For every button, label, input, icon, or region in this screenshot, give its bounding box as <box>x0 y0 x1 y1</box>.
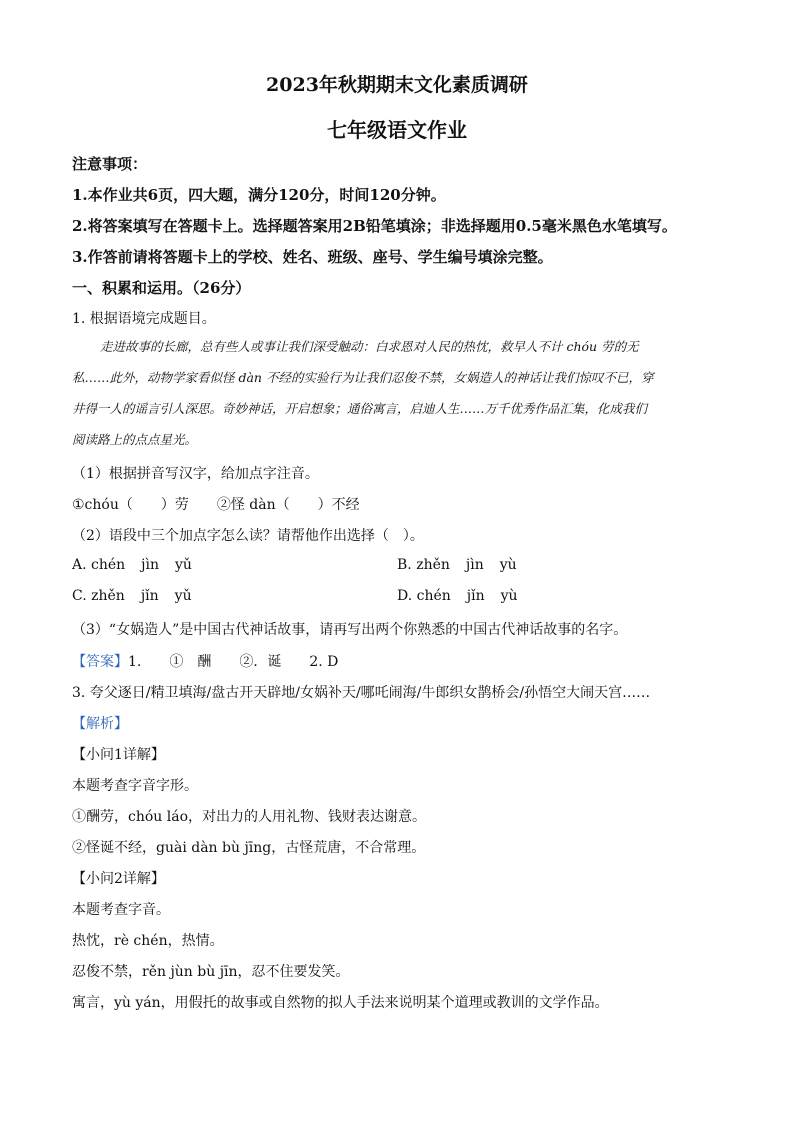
sub-question-1: （1）根据拼音写汉字，给加点字注音。 <box>72 466 319 482</box>
option-a-1: A. chén <box>72 557 126 573</box>
passage-line: 阅读路上的点点星光。 <box>72 432 198 447</box>
section-heading: 一、积累和运用。（26分） <box>72 279 251 297</box>
note-item-1: 1.本作业共6页，四大题，满分120分，时间120分钟。 <box>72 186 446 204</box>
option-d-3: yù <box>500 588 518 604</box>
option-a-3: yǔ <box>175 557 192 573</box>
analysis-text: 本题考查字音字形。 <box>72 778 198 794</box>
option-a-2: jìn <box>141 557 160 573</box>
option-b-1: B. zhěn <box>397 557 450 573</box>
option-d-2: jǐn <box>466 588 485 604</box>
answer-line-1: 1. ① 酬 ②．诞 2. D <box>128 654 339 670</box>
answer-line-2: 3. 夸父逐日/精卫填海/盘古开天辟地/女娲补天/哪吒闹海/牛郎织女鹊桥会/孙悟空大闹天宫…… <box>72 685 651 701</box>
analysis-text: 寓言，yù yán，用假托的故事或自然物的拟人手法来说明某个道理或教训的文学作品。 <box>72 995 609 1011</box>
answer-label: 【答案】 <box>72 654 128 670</box>
analysis-text: ②怪诞不经，guài dàn bù jīng，古怪荒唐，不合常理。 <box>72 840 426 856</box>
note-item-3: 3.作答前请将答题卡上的学校、姓名、班级、座号、学生编号填涂完整。 <box>72 248 553 266</box>
question-1-stem: 1. 根据语境完成题目。 <box>72 311 216 327</box>
option-b <box>397 557 533 573</box>
sub-question-1-blanks: ①chóu（ ）劳 ②怪 dàn（ ）不经 <box>72 497 360 513</box>
analysis-label: 【解析】 <box>72 716 128 732</box>
exam-subtitle: 七年级语文作业 <box>327 118 467 142</box>
option-c-2: jǐn <box>140 588 159 604</box>
analysis-text: 忍俊不禁，rěn jùn bù jīn，忍不住要发笑。 <box>72 964 350 980</box>
reading-passage <box>72 331 717 455</box>
option-c-3: yǔ <box>174 588 192 604</box>
option-b-2: jìn <box>465 557 484 573</box>
option-a <box>72 557 208 573</box>
sub-question-3: （3）“女娲造人”是中国古代神话故事，请再写出两个你熟悉的中国古代神话故事的名字。 <box>72 622 628 638</box>
option-c <box>72 588 208 604</box>
note-item-2: 2.将答案填写在答题卡上。选择题答案用2B铅笔填涂；非选择题用0.5毫米黑色水笔填写。 <box>72 217 677 235</box>
option-d-1: D. chén <box>397 588 451 604</box>
analysis-text: ①酬劳，chóu láo，对出力的人用礼物、钱财表达谢意。 <box>72 809 427 825</box>
option-c-1: C. zhěn <box>72 588 125 604</box>
option-b-3: yù <box>499 557 517 573</box>
analysis-text: 本题考查字音。 <box>72 902 170 918</box>
passage-line: 私……此外，动物学家看似怪 dàn 不经的实验行为让我们忍俊不禁，女娲造人的神话让我们惊叹不已，穿 <box>72 370 654 385</box>
analysis-text: 热忱，rè chén，热情。 <box>72 933 224 949</box>
sub-question-2: （2）语段中三个加点字怎么读？请帮他作出选择（ ）。 <box>72 528 424 544</box>
notes-heading: 注意事项： <box>72 155 148 173</box>
exam-title: 2023年秋期期末文化素质调研 <box>266 74 528 96</box>
answer-row <box>72 651 338 671</box>
analysis-part2-label: 【小问2详解】 <box>72 871 165 887</box>
passage-line: 走进故事的长廊，总有些人或事让我们深受触动：白求恩对人民的热忱，救早人不计 chóu 劳的无 <box>100 339 639 354</box>
option-d <box>397 588 534 604</box>
passage-line: 井得一人的谣言引人深思。奇妙神话，开启想象；通俗寓言，启迪人生……万千优秀作品汇集，化成我们 <box>72 401 648 416</box>
analysis-part1-label: 【小问1详解】 <box>72 747 165 763</box>
